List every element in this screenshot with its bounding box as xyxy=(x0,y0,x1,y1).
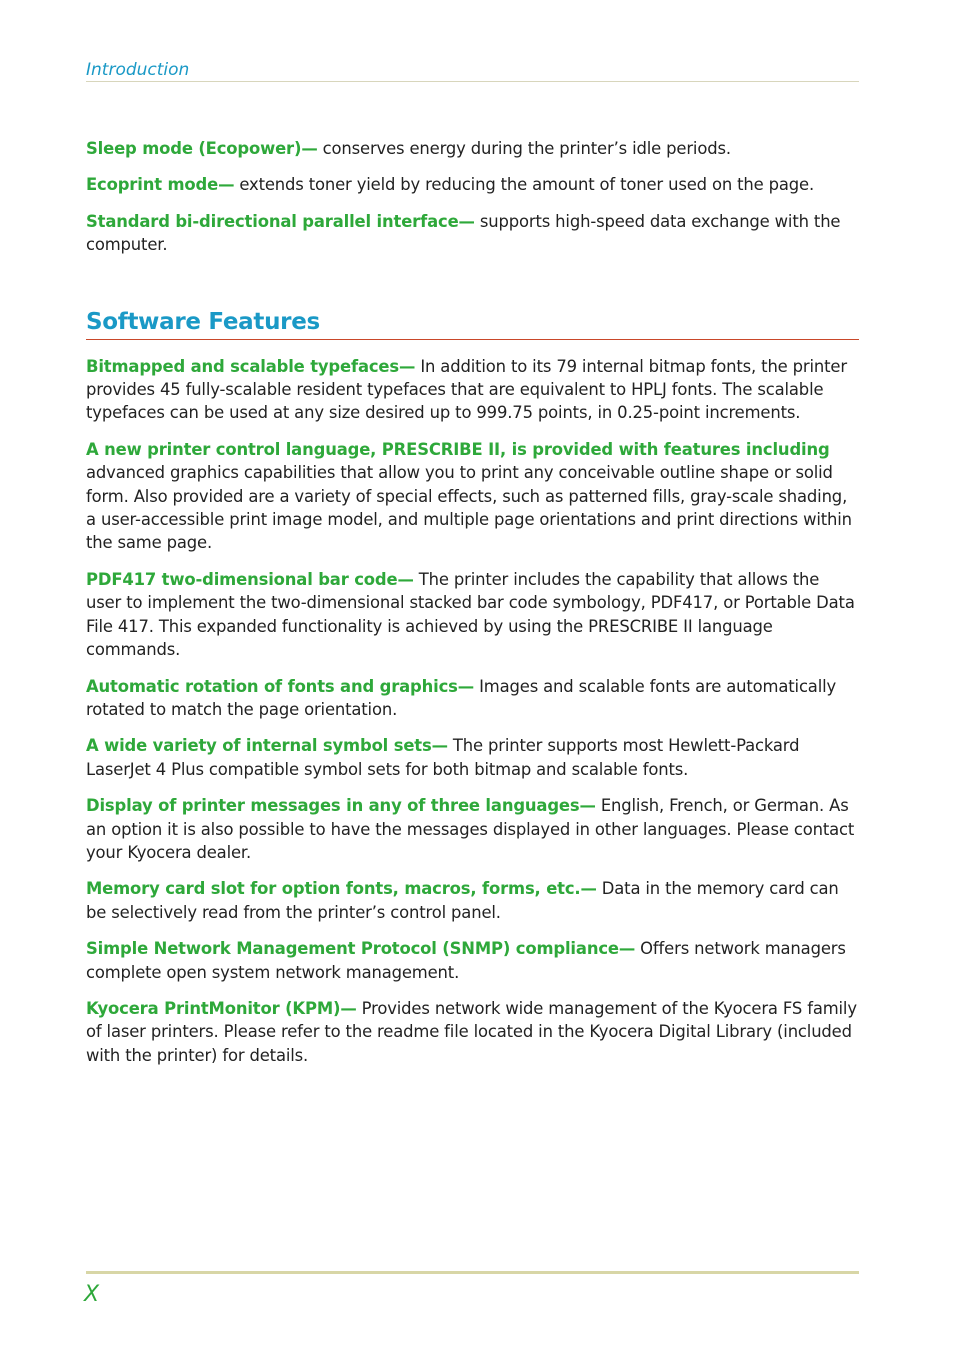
feature-description: In addition to its 79 internal bitmap fonts, the printer provides 45 fully-scalable resident typefaces that are equivalent to HPLJ fonts. The scalable typefaces can be used at any size desired up to 999.75 points, in 0.25-point increments. xyxy=(86,356,847,423)
feature-term: Bitmapped and scalable typefaces xyxy=(86,356,400,376)
feature-term: Ecoprint mode xyxy=(86,175,219,195)
feature-dash: — xyxy=(399,356,416,376)
software-feature-list xyxy=(86,355,859,1068)
feature-term: A wide variety of internal symbol sets xyxy=(86,736,432,756)
feature-item xyxy=(86,210,859,257)
feature-description: supports high-speed data exchange with the computer. xyxy=(86,211,841,255)
feature-description: Provides network wide management of the Kyocera FS family of laser printers. Please refer to the readme file located in the Kyocera Digital Library (included with the printer) for details. xyxy=(86,998,857,1065)
feature-item xyxy=(86,937,859,984)
running-header-section: Introduction xyxy=(86,60,190,80)
feature-item xyxy=(86,568,859,662)
feature-description: Offers network managers complete open system network management. xyxy=(86,939,846,982)
footer-rule xyxy=(86,1271,859,1274)
section-heading: Software Features xyxy=(86,307,859,340)
feature-item xyxy=(86,877,859,924)
feature-description: The printer includes the capability that allows the user to implement the two-dimensional stacked bar code symbology, PDF417, or Portable Data File 417. This expanded functionality is achieved by using the PRESCRIBE II language commands. xyxy=(86,569,855,660)
feature-dash: — xyxy=(580,879,597,899)
page-content xyxy=(86,137,859,1080)
feature-dash: — xyxy=(457,676,475,696)
feature-description: Images and scalable fonts are automatically rotated to match the page orientation. xyxy=(86,676,837,719)
feature-dash: — xyxy=(397,569,414,589)
feature-term: Display of printer messages in any of three languages xyxy=(86,796,580,816)
feature-item xyxy=(86,137,859,160)
running-header xyxy=(86,60,859,82)
feature-dash: — xyxy=(579,796,596,816)
feature-item xyxy=(86,355,859,425)
feature-dash: — xyxy=(458,211,475,231)
feature-dash: — xyxy=(618,939,636,959)
page-number: X xyxy=(84,1282,100,1307)
feature-dash: — xyxy=(431,736,448,756)
feature-term: Memory card slot for option fonts, macros, forms, etc. xyxy=(86,879,581,899)
feature-item xyxy=(86,794,859,864)
feature-description: advanced graphics capabilities that allow you to print any conceivable outline shape or solid form. Also provided are a variety of special effects, such as patterned fills, gray-scale shading, a user-accessible print image model, and multiple page orientations and print directions within the same page. xyxy=(86,463,852,553)
feature-dash: — xyxy=(340,998,357,1018)
feature-item xyxy=(86,997,859,1067)
feature-term: A new printer control language, PRESCRIBE II, is provided with features including xyxy=(86,439,830,459)
feature-description: English, French, or German. As an option it is also possible to have the messages displayed in other languages. Please contact your Kyocera dealer. xyxy=(86,796,855,862)
feature-dash: — xyxy=(218,175,235,195)
feature-term: Sleep mode (Ecopower) xyxy=(86,139,302,158)
feature-item xyxy=(86,173,859,196)
feature-description: extends toner yield by reducing the amount of toner used on the page. xyxy=(234,175,815,195)
feature-item xyxy=(86,675,859,722)
feature-term: Simple Network Management Protocol (SNMP) compliance xyxy=(86,939,619,959)
feature-item xyxy=(86,438,859,555)
feature-description: conserves energy during the printer’s idle periods. xyxy=(317,139,731,158)
feature-description: Data in the memory card can be selectively read from the printer’s control panel. xyxy=(86,879,839,922)
feature-description: The printer supports most Hewlett-Packard LaserJet 4 Plus compatible symbol sets for both bitmap and scalable fonts. xyxy=(86,736,800,779)
feature-item xyxy=(86,734,859,781)
feature-term: PDF417 two-dimensional bar code xyxy=(86,569,398,589)
feature-term: Standard bi-directional parallel interface xyxy=(86,211,459,231)
feature-term: Kyocera PrintMonitor (KPM) xyxy=(86,998,341,1018)
feature-term: Automatic rotation of fonts and graphics xyxy=(86,676,458,696)
feature-dash: — xyxy=(301,139,318,158)
hardware-feature-list xyxy=(86,137,859,257)
